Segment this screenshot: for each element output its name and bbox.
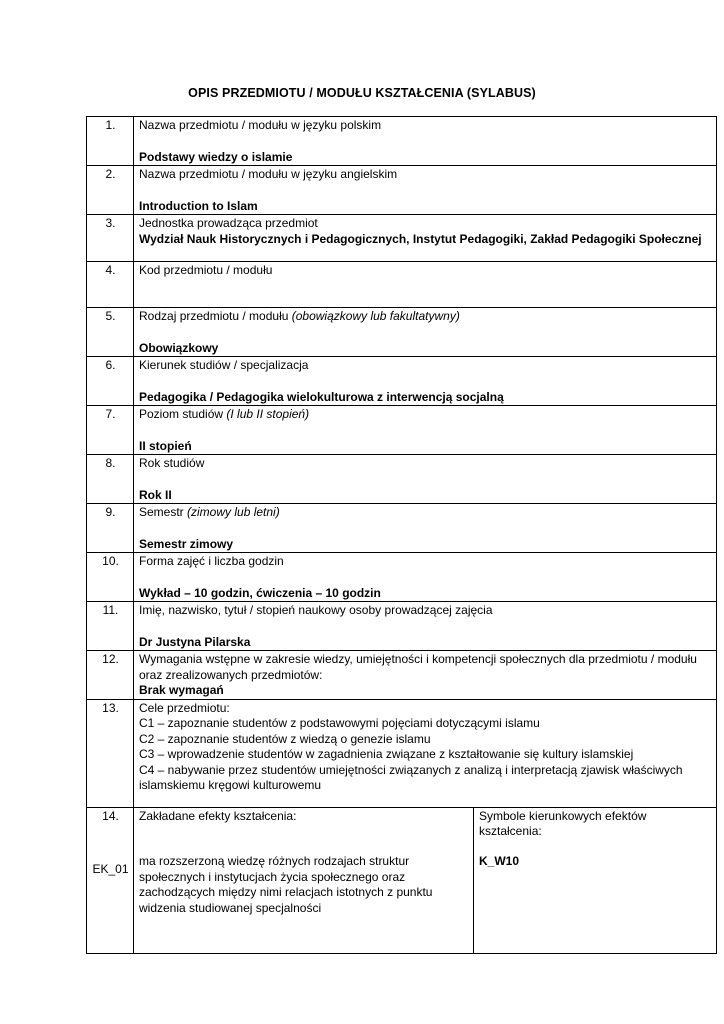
row-content xyxy=(134,406,717,455)
row-content xyxy=(134,553,717,602)
table-row xyxy=(87,357,717,406)
row-label: Poziom studiów (I lub II stopień) xyxy=(139,407,310,421)
table-row xyxy=(87,308,717,357)
row-number: 1. xyxy=(87,117,134,166)
row-label: Imię, nazwisko, tytuł / stopień naukowy osoby prowadzącej zajęcia xyxy=(139,603,493,617)
table-row xyxy=(87,651,717,700)
table-row xyxy=(87,455,717,504)
row-label: Forma zajęć i liczba godzin xyxy=(139,554,284,568)
row-label: Kierunek studiów / specjalizacja xyxy=(139,358,309,372)
row-content xyxy=(134,262,717,308)
row-content xyxy=(134,308,717,357)
row-value: Podstawy wiedzy o islamie xyxy=(139,149,293,164)
row-content xyxy=(134,455,717,504)
row-number: 13. xyxy=(87,699,134,807)
table-row xyxy=(87,262,717,308)
row-label: Cele przedmiotu: xyxy=(139,700,230,715)
row-label: Semestr (zimowy lub letni) xyxy=(139,505,280,519)
effects-label: Zakładane efekty kształcenia: xyxy=(139,808,297,823)
row-number: 4. xyxy=(87,262,134,308)
row-value: Brak wymagań xyxy=(139,683,224,697)
document-title: OPIS PRZEDMIOTU / MODUŁU KSZTAŁCENIA (SYLABUS) xyxy=(188,86,536,100)
row-value: Semestr zimowy xyxy=(139,536,234,551)
symbols-label: Symbole kierunkowych efektów kształcenia: xyxy=(479,808,647,838)
ek-description: ma rozszerzoną wiedzę różnych rodzajach struktur społecznych i instytucjach życia społecznego oraz zachodzących między nimi relacjach istotnych z punktu widzenia studiowanej specjalności xyxy=(139,854,433,915)
table-row xyxy=(87,406,717,455)
table-row xyxy=(87,117,717,166)
row-number: 2. xyxy=(87,166,134,215)
row-value: Wydział Nauk Historycznych i Pedagogicznych, Instytut Pedagogiki, Zakład Pedagogiki Społecznej xyxy=(139,231,702,246)
goal-item: C3 – wprowadzenie studentów w zagadnienia związane z kształtowanie się kultury islamskiej xyxy=(139,747,634,761)
row-content xyxy=(134,602,717,651)
row-number: 11. xyxy=(87,602,134,651)
row-label: Wymagania wstępne w zakresie wiedzy, umiejętności i kompetencji społecznych dla przedmiotu / modułu oraz zrealizowanych przedmiotów: xyxy=(139,652,697,682)
row-number: 9. xyxy=(87,504,134,553)
row-content xyxy=(134,651,717,700)
ek-symbol: K_W10 xyxy=(479,853,520,868)
row-number: 10. xyxy=(87,553,134,602)
table-row xyxy=(87,215,717,262)
row-label: Nazwa przedmiotu / modułu w języku polskim xyxy=(139,118,382,132)
row-value: Dr Justyna Pilarska xyxy=(139,634,251,649)
syllabus-table xyxy=(86,116,717,954)
table-row xyxy=(87,602,717,651)
goal-item: C4 – nabywanie przez studentów umiejętności związanych z analizą i interpretacją zjawisk właściwych islamskiemu kręgowi kulturowemu xyxy=(139,762,683,792)
row-number: 12. xyxy=(87,651,134,700)
row-value: II stopień xyxy=(139,438,192,453)
row-number-14: 14. xyxy=(102,808,119,823)
row-label: Kod przedmiotu / modułu xyxy=(139,263,273,277)
row-value: Rok II xyxy=(139,487,172,502)
row-value: Wykład – 10 godzin, ćwiczenia – 10 godzin xyxy=(139,585,381,600)
row-number: 5. xyxy=(87,308,134,357)
ek-code: EK_01 xyxy=(92,862,129,876)
table-row xyxy=(87,504,717,553)
row-value: Introduction to Islam xyxy=(139,198,258,213)
row-content xyxy=(134,699,717,807)
table-row xyxy=(87,553,717,602)
row-number: 7. xyxy=(87,406,134,455)
row-number: 3. xyxy=(87,215,134,262)
row-content xyxy=(134,117,717,166)
symbols-cell xyxy=(474,807,717,953)
table-row xyxy=(87,699,717,807)
row-label: Jednostka prowadząca przedmiot xyxy=(139,216,318,230)
row-content xyxy=(134,215,717,262)
goal-item: C2 – zapoznanie studentów z wiedzą o genezie islamu xyxy=(139,731,431,746)
table-row xyxy=(87,166,717,215)
row-number: 8. xyxy=(87,455,134,504)
row-content xyxy=(134,166,717,215)
effects-cell xyxy=(134,807,474,953)
row-value: Pedagogika / Pedagogika wielokulturowa z interwencją socjalną xyxy=(139,389,504,404)
row-label: Nazwa przedmiotu / modułu w języku angielskim xyxy=(139,167,398,181)
row-content xyxy=(134,504,717,553)
row-number: 6. xyxy=(87,357,134,406)
row-value: Obowiązkowy xyxy=(139,340,219,355)
row-content xyxy=(134,357,717,406)
goal-item: C1 – zapoznanie studentów z podstawowymi pojęciami dotyczącymi islamu xyxy=(139,716,540,730)
row-number xyxy=(87,807,134,953)
row-label: Rodzaj przedmiotu / modułu (obowiązkowy lub fakultatywny) xyxy=(139,309,460,323)
table-row xyxy=(87,807,717,953)
row-label: Rok studiów xyxy=(139,456,205,470)
